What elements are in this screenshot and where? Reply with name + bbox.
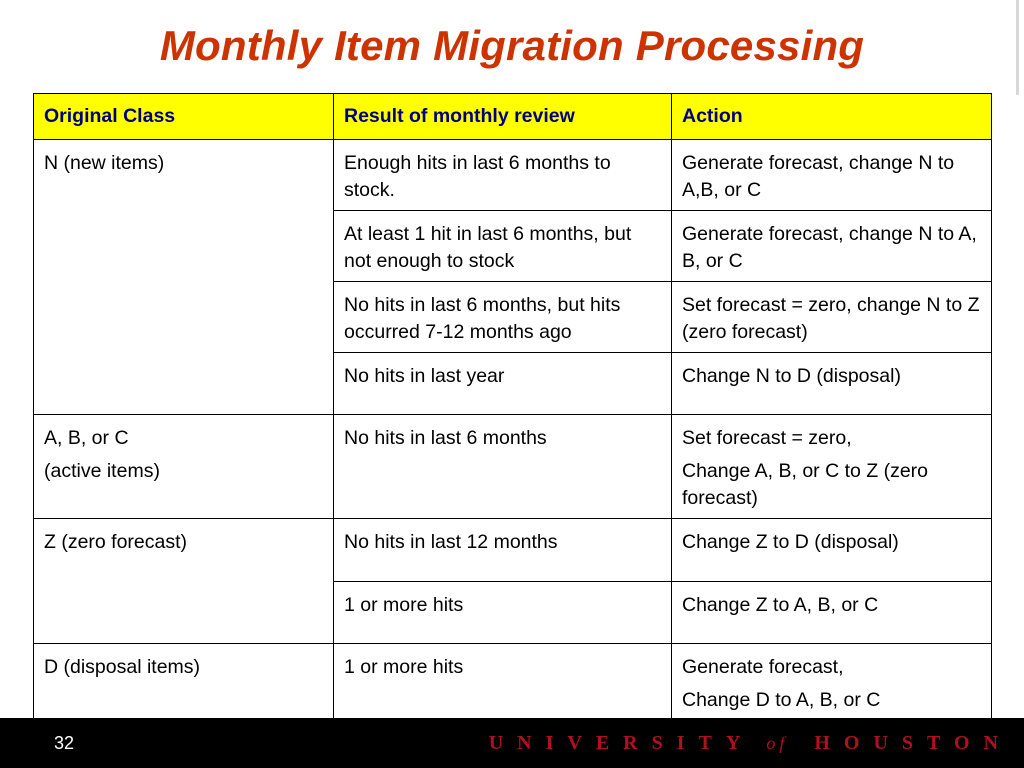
action-cell <box>672 415 992 519</box>
table-row <box>34 415 992 519</box>
page-number: 32 <box>54 733 75 753</box>
result-cell: No hits in last 6 months <box>334 415 672 519</box>
logo-word-of: of <box>766 732 789 753</box>
action-cell: Change N to D (disposal) <box>672 353 992 415</box>
action-line: Change A, B, or C to Z (zero forecast) <box>682 460 929 509</box>
footer-bar <box>0 718 1024 768</box>
logo-word-houston: HOUSTON <box>814 731 1012 754</box>
action-line: Generate forecast, <box>682 656 844 678</box>
action-line: Change D to A, B, or C <box>682 689 881 711</box>
table-row <box>34 140 992 211</box>
class-label: A, B, or C <box>44 427 129 449</box>
class-cell-d: D (disposal items) <box>34 644 334 721</box>
result-cell: No hits in last year <box>334 353 672 415</box>
result-cell: At least 1 hit in last 6 months, but not enough to stock <box>334 211 672 282</box>
header-result: Result of monthly review <box>334 94 672 140</box>
result-cell: 1 or more hits <box>334 582 672 644</box>
decorative-line <box>1016 0 1019 95</box>
header-original-class: Original Class <box>34 94 334 140</box>
table-header-row <box>34 94 992 140</box>
class-cell-z: Z (zero forecast) <box>34 519 334 644</box>
action-cell: Change Z to D (disposal) <box>672 519 992 582</box>
slide-title: Monthly Item Migration Processing <box>159 22 865 69</box>
action-cell: Set forecast = zero, change N to Z (zero forecast) <box>672 282 992 353</box>
class-cell-abc <box>34 415 334 519</box>
action-line: Set forecast = zero, <box>682 427 852 449</box>
class-sublabel: (active items) <box>44 460 160 482</box>
action-cell: Generate forecast, change N to A, B, or C <box>672 211 992 282</box>
class-cell-n: N (new items) <box>34 140 334 415</box>
result-cell: No hits in last 6 months, but hits occurred 7-12 months ago <box>334 282 672 353</box>
university-logo <box>489 730 1012 756</box>
migration-table <box>33 93 992 721</box>
result-cell: No hits in last 12 months <box>334 519 672 582</box>
table-row <box>34 519 992 582</box>
table-row <box>34 644 992 721</box>
result-cell: Enough hits in last 6 months to stock. <box>334 140 672 211</box>
logo-word-university: UNIVERSITY <box>488 731 755 754</box>
action-cell: Generate forecast, change N to A,B, or C <box>672 140 992 211</box>
header-action: Action <box>672 94 992 140</box>
action-cell <box>672 644 992 721</box>
action-cell: Change Z to A, B, or C <box>672 582 992 644</box>
result-cell: 1 or more hits <box>334 644 672 721</box>
